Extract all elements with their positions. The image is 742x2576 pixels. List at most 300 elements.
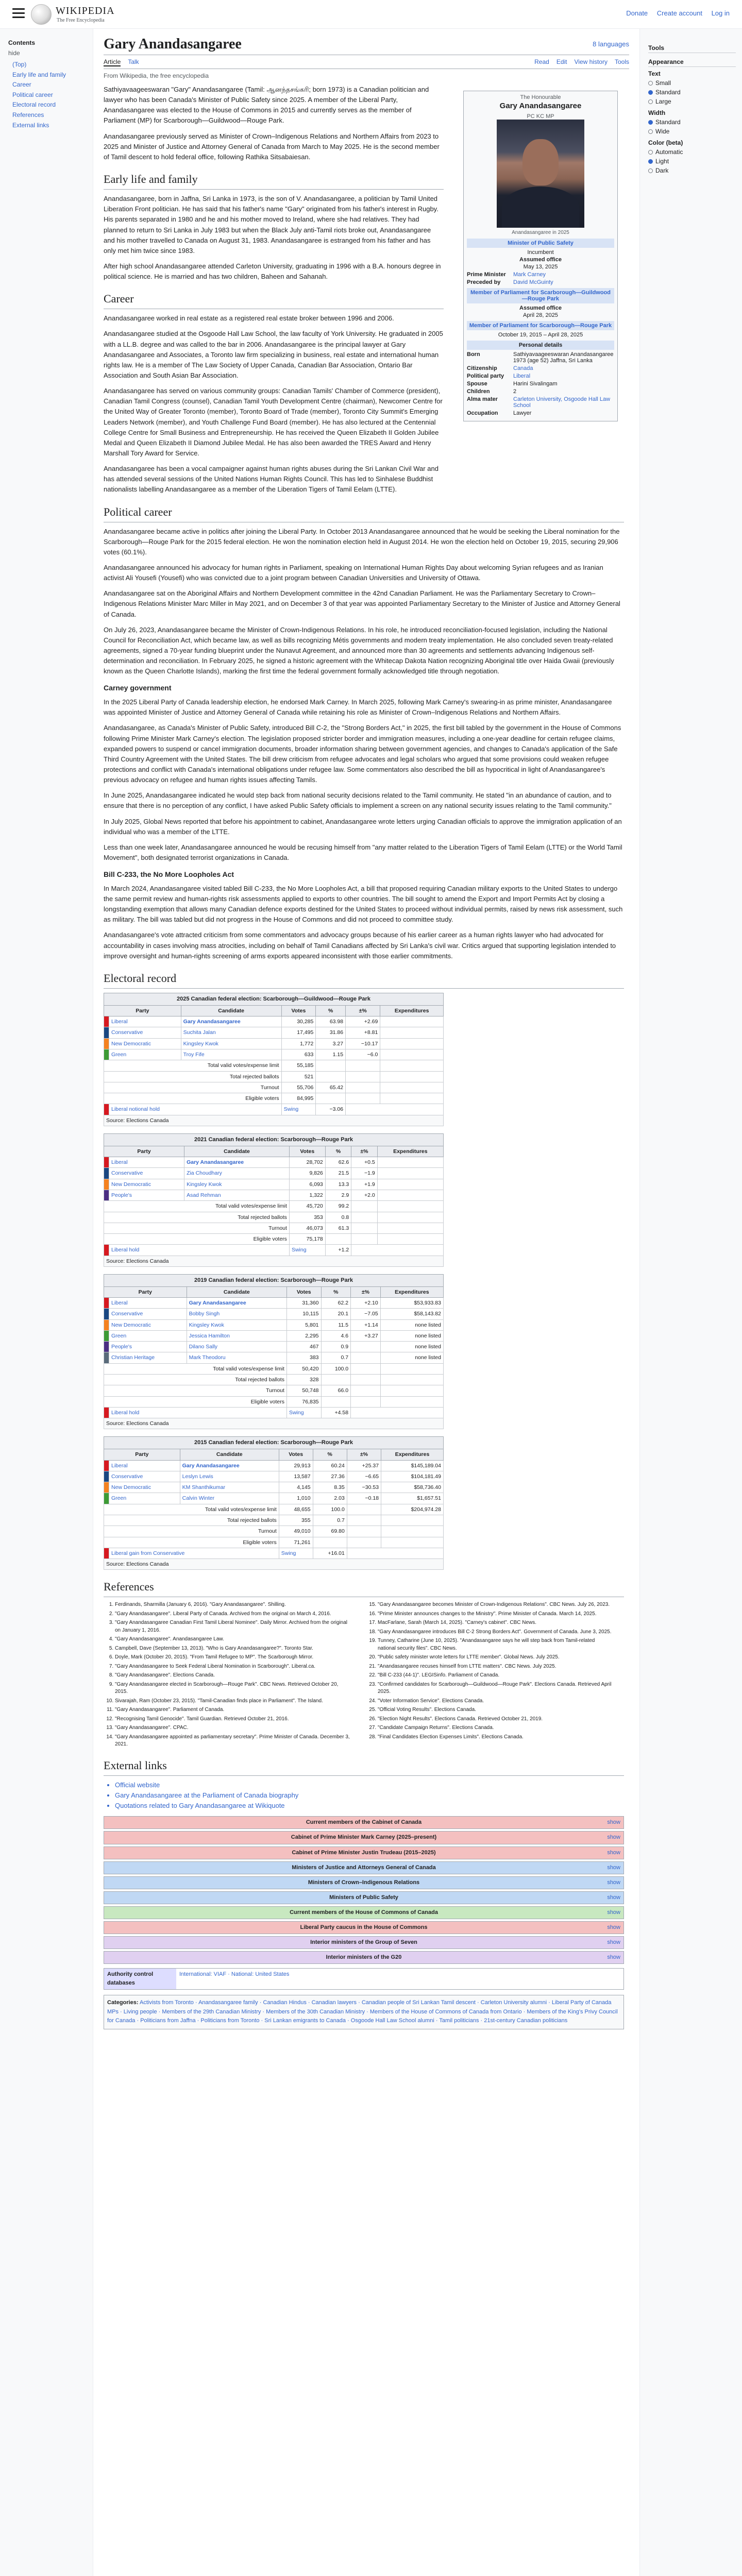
- party-cell[interactable]: Liberal: [109, 1157, 184, 1168]
- tab-edit[interactable]: Edit: [556, 58, 567, 65]
- navbox-show-toggle[interactable]: show: [607, 1954, 620, 1960]
- expenditure-cell: none listed: [380, 1342, 443, 1352]
- reference-item[interactable]: 16. "Prime Minister announces changes to the Ministry". Prime Minister of Canada. March 14, 2025.: [378, 1611, 614, 1618]
- navbox-title-text[interactable]: Interior ministers of the G20: [326, 1954, 402, 1960]
- party-cell[interactable]: New Democratic: [109, 1038, 181, 1049]
- text-standard-radio[interactable]: [648, 89, 736, 96]
- summary-value: 100.0: [321, 1363, 351, 1374]
- create-account-link[interactable]: Create account: [656, 9, 702, 17]
- party-cell[interactable]: New Democratic: [109, 1179, 184, 1190]
- external-link[interactable]: • Quotations related to Gary Anandasangaree at Wikiquote: [115, 1801, 624, 1811]
- result-label[interactable]: Liberal hold: [109, 1407, 287, 1418]
- swing-value: +16.01: [313, 1548, 347, 1558]
- infobox-personal-header: Personal details: [467, 341, 614, 350]
- color-dark-radio[interactable]: [648, 167, 736, 174]
- infobox-office-2[interactable]: Member of Parliament for Scarborough—Guildwood—Rouge Park: [467, 288, 614, 303]
- paragraph: Anandasangaree became active in politics after joining the Liberal Party. In October 2013 Anandasangaree announced that he would be seeking the Liberal nomination for the Scarborough—Rouge Park for the 2015 federal election. He won the nomination election held in August 2014. He won the election held on October 19, 2015, securing 29,906 votes (60.1%).: [104, 527, 620, 556]
- reference-item[interactable]: 26. "Election Night Results". Elections Canada. Retrieved October 21, 2019.: [378, 1716, 614, 1723]
- result-row: [104, 1548, 444, 1558]
- party-color-swatch: [104, 1330, 109, 1341]
- navbox-show-toggle[interactable]: show: [607, 1834, 620, 1841]
- party-label: Political party: [467, 373, 504, 379]
- table-header-row: [104, 1286, 444, 1297]
- summary-value: [346, 1082, 380, 1093]
- candidate-cell[interactable]: Kingsley Kwok: [181, 1038, 281, 1049]
- result-row: [104, 1104, 444, 1115]
- expenditure-cell: $1,657.51: [381, 1493, 444, 1504]
- reference-item[interactable]: 17. MacFarlane, Sarah (March 14, 2025). "Carney's cabinet". CBC News.: [378, 1619, 614, 1627]
- login-link[interactable]: Log in: [711, 9, 730, 17]
- summary-row: [104, 1201, 444, 1212]
- candidate-cell[interactable]: Kingsley Kwok: [184, 1179, 290, 1190]
- empty-cell: [346, 1104, 444, 1115]
- expenditure-cell: none listed: [380, 1352, 443, 1363]
- election-table: [104, 993, 444, 1126]
- donate-link[interactable]: Donate: [626, 9, 648, 17]
- swing-label[interactable]: Swing: [286, 1407, 321, 1418]
- navbox: [104, 1921, 624, 1934]
- reference-item[interactable]: 2. "Gary Anandasangaree". Liberal Party of Canada. Archived from the original on March 4, 2016.: [115, 1611, 351, 1618]
- summary-row: [104, 1223, 444, 1233]
- change-cell: −6.0: [346, 1049, 380, 1060]
- candidate-cell[interactable]: Kingsley Kwok: [187, 1319, 286, 1330]
- tab-history[interactable]: View history: [574, 58, 608, 65]
- citizenship-label: Citizenship: [467, 365, 497, 371]
- infobox-assumed-label: Assumed office: [519, 257, 562, 263]
- toc-hide-button[interactable]: hide: [8, 49, 20, 57]
- navbox-show-toggle[interactable]: show: [607, 1879, 620, 1886]
- summary-value: 61.3: [325, 1223, 351, 1233]
- party-color-swatch: [104, 1407, 109, 1418]
- summary-value: [377, 1223, 443, 1233]
- party-color-swatch: [104, 1027, 109, 1038]
- party-value[interactable]: Liberal: [513, 373, 531, 379]
- party-cell[interactable]: Conservative: [109, 1309, 187, 1319]
- votes-cell: 31,360: [286, 1298, 321, 1309]
- text-size-label: Text: [648, 70, 661, 77]
- party-cell[interactable]: Conservative: [109, 1168, 184, 1179]
- summary-value: [313, 1537, 347, 1548]
- option-label: Large: [655, 98, 671, 105]
- summary-value: 100.0: [313, 1504, 347, 1515]
- votes-cell: 6,093: [289, 1179, 325, 1190]
- candidate-cell[interactable]: Suchita Jalan: [181, 1027, 281, 1038]
- party-cell[interactable]: Conservative: [109, 1471, 180, 1482]
- source-cell[interactable]: Source: Elections Canada: [104, 1115, 444, 1126]
- summary-row: [104, 1375, 444, 1385]
- preceded-value[interactable]: David McGuinty: [513, 279, 553, 285]
- wikipedia-logo-icon[interactable]: [31, 4, 52, 25]
- candidate-cell[interactable]: Gary Anandasangaree: [187, 1298, 286, 1309]
- paragraph: In July 2025, Global News reported that before his appointment to cabinet, Anandasangaree wrote letters urging Canadian officials to approve the immigration application of an individual who was a member of the LTTE.: [104, 817, 622, 836]
- paragraph: In the 2025 Liberal Party of Canada leadership election, he endorsed Mark Carney. In March 2025, following Mark Carney's swearing-in as prime minister, Anandasangaree was appointed Minister of Justice and Attorney General of Canada while retaining his role as Minister of Crown–Indigenous Relations and Northern Affairs.: [104, 698, 612, 717]
- summary-value: [381, 1526, 444, 1537]
- navbox-show-toggle[interactable]: show: [607, 1894, 620, 1901]
- infobox-row: [467, 279, 614, 285]
- color-light-radio[interactable]: [648, 158, 736, 165]
- appearance-panel: [648, 39, 736, 176]
- reference-item[interactable]: 14. "Gary Anandasangaree appointed as parliamentary secretary". Prime Minister of Canada. December 3, 2021.: [115, 1734, 351, 1749]
- percent-cell: 2.03: [313, 1493, 347, 1504]
- navbox-title[interactable]: [104, 1892, 623, 1904]
- summary-row: [104, 1234, 444, 1245]
- navbox-show-toggle[interactable]: show: [607, 1909, 620, 1916]
- percent-cell: 31.86: [316, 1027, 346, 1038]
- reference-item[interactable]: 6. Doyle, Mark (October 20, 2015). "From Tamil Refugee to MP". The Scarborough Mirror.: [115, 1654, 351, 1662]
- external-link[interactable]: • Gary Anandasangaree at the Parliament of Canada biography: [115, 1790, 624, 1801]
- party-color-swatch: [104, 1038, 109, 1049]
- reference-item[interactable]: 24. "Voter Information Service". Elections Canada.: [378, 1698, 614, 1705]
- table-row: [104, 1342, 444, 1352]
- heading-carney-government: Carney government: [104, 684, 172, 692]
- party-cell[interactable]: People's: [109, 1190, 184, 1200]
- party-cell[interactable]: Liberal: [109, 1460, 180, 1471]
- column-header: Party: [104, 1449, 180, 1460]
- table-header-row: [104, 1005, 444, 1016]
- color-automatic-radio[interactable]: [648, 148, 736, 156]
- navbox-title[interactable]: [104, 1877, 623, 1889]
- navbox-title[interactable]: [104, 1952, 623, 1963]
- party-cell[interactable]: New Democratic: [109, 1482, 180, 1493]
- reference-item[interactable]: 27. "Candidate Campaign Returns". Elections Canada.: [378, 1724, 614, 1732]
- summary-row: [104, 1212, 444, 1223]
- navbox-title-text[interactable]: Ministers of Justice and Attorneys General of Canada: [292, 1864, 436, 1871]
- navbox: [104, 1906, 624, 1919]
- width-wide-radio[interactable]: [648, 128, 736, 135]
- navbox-title[interactable]: [104, 1862, 623, 1874]
- party-cell[interactable]: Conservative: [109, 1027, 181, 1038]
- reference-item[interactable]: 9. "Gary Anandasangaree elected in Scarborough—Rouge Park". CBC News. Retrieved October 20, 2015.: [115, 1681, 351, 1696]
- infobox-term-3: October 19, 2015 – April 28, 2025: [498, 332, 583, 338]
- summary-value: [316, 1060, 346, 1071]
- infobox-office-1[interactable]: Minister of Public Safety: [467, 239, 614, 248]
- summary-value: 69.80: [313, 1526, 347, 1537]
- reference-item[interactable]: 19. Tunney, Catharine (June 10, 2025). "Anandasangaree says he will step back from Tamil-related national security files". CBC News.: [378, 1637, 614, 1652]
- summary-value: [380, 1082, 444, 1093]
- column-header: Candidate: [181, 1005, 281, 1016]
- party-color-swatch: [104, 1471, 109, 1482]
- party-color-swatch: [104, 1298, 109, 1309]
- source-cell[interactable]: Source: Elections Canada: [104, 1418, 444, 1429]
- percent-cell: 4.6: [321, 1330, 351, 1341]
- reference-item[interactable]: 10. Sivarajah, Ram (October 23, 2015). "Tamil-Canadian finds place in Parliament". The Island.: [115, 1698, 351, 1705]
- navbox-show-toggle[interactable]: show: [607, 1819, 620, 1826]
- categories-list[interactable]: Activists from Toronto · Anandasangaree family · Canadian Hindus · Canadian lawyers · Canadian people of Sri Lankan Tamil descent · Carleton University alumni · Liberal Party of Canada MPs · Living people · Members of the 29th Canadian Ministry · Members of the 30th Canadian Ministry · Members of the House of Commons of Canada from Ontario · Members of the King's Privy Council for Canada · Politicians from Jaffna · Politicians from Toronto · Sri Lankan emigrants to Canada · Osgoode Hall Law School alumni · Tamil politicians · 21st-century Canadian politicians: [107, 1999, 618, 2024]
- reference-item[interactable]: 15. "Gary Anandasangaree becomes Minister of Crown-Indigenous Relations". CBC News. July 26, 2023.: [378, 1601, 614, 1609]
- change-cell: −10.17: [346, 1038, 380, 1049]
- summary-value: [325, 1234, 351, 1245]
- column-header: Expenditures: [377, 1146, 443, 1157]
- votes-cell: 10,115: [286, 1309, 321, 1319]
- navbox-title-text[interactable]: Liberal Party caucus in the House of Commons: [300, 1924, 428, 1930]
- toc-item[interactable]: Electoral record: [12, 101, 56, 109]
- toc-item[interactable]: Political career: [12, 91, 53, 98]
- language-button[interactable]: 8 languages: [593, 40, 629, 48]
- party-cell[interactable]: People's: [109, 1342, 187, 1352]
- swing-value: +4.58: [321, 1407, 351, 1418]
- candidate-cell[interactable]: Calvin Winter: [180, 1493, 279, 1504]
- summary-value: [351, 1363, 381, 1374]
- expenditure-cell: [380, 1049, 444, 1060]
- table-row: [104, 1016, 444, 1027]
- navbox-show-toggle[interactable]: show: [607, 1849, 620, 1856]
- table-row: [104, 1190, 444, 1200]
- reference-item[interactable]: 1. Ferdinands, Sharmilla (January 6, 2016). "Gary Anandasangaree". Shilling.: [115, 1601, 351, 1609]
- navbox-title[interactable]: [104, 1847, 623, 1859]
- summary-value: 75,178: [289, 1234, 325, 1245]
- votes-cell: 5,801: [286, 1319, 321, 1330]
- summary-label: Turnout: [104, 1082, 282, 1093]
- summary-value: [351, 1201, 377, 1212]
- navbox: [104, 1816, 624, 1829]
- source-row: [104, 1256, 444, 1266]
- text-small-radio[interactable]: [648, 79, 736, 87]
- toc-item[interactable]: References: [12, 111, 44, 118]
- infobox-row: [467, 373, 614, 379]
- summary-value: 49,010: [279, 1526, 313, 1537]
- election-caption[interactable]: 2025 Canadian federal election: Scarborough—Guildwood—Rouge Park: [104, 993, 444, 1005]
- page-title: Gary Anandasangaree: [104, 36, 629, 55]
- summary-value: 0.7: [313, 1515, 347, 1526]
- text-large-radio[interactable]: [648, 98, 736, 105]
- authority-value[interactable]: International: VIAF · National: United States: [179, 1971, 290, 1977]
- paragraph: Anandasangaree worked in real estate as a registered real estate broker between 1996 and 2006.: [104, 314, 394, 323]
- party-color-swatch: [104, 1493, 109, 1504]
- table-row: [104, 1309, 444, 1319]
- party-cell[interactable]: Christian Heritage: [109, 1352, 187, 1363]
- paragraph: Anandasangaree has served on various community groups: Canadian Tamils' Chamber of Commerce (president), Canadian Tamil Congress (counsel), Canadian Tamil Youth Development Centre (chairman), Newcomer Centre for the United Way of Greater Toronto (member), Toronto Board of Trade (member), Toronto City Summit's Emerging Leaders Network (member), and Youth Challenge Fund Board (member). He has also lectured at the Centennial College Centre for Small Business and Entrepreneurship. He has received the Queen Elizabeth II Golden Jubilee Medal and Queen Elizabeth II Diamond Jubilee Medal. He has also been awarded the TRES Award and Henry Marshall Tory Award for Service.: [104, 387, 443, 457]
- navbox-title-text[interactable]: Interior ministers of the Group of Seven: [310, 1939, 417, 1945]
- result-label[interactable]: Liberal gain from Conservative: [109, 1548, 279, 1558]
- infobox-assumed-date: May 13, 2025: [523, 264, 558, 270]
- reference-item[interactable]: 7. "Gary Anandasangaree to Seek Federal Liberal Nomination in Scarborough". Liberal.ca.: [115, 1663, 351, 1671]
- candidate-cell[interactable]: Asad Rehman: [184, 1190, 290, 1200]
- swing-label[interactable]: Swing: [281, 1104, 316, 1115]
- expenditure-cell: [377, 1190, 443, 1200]
- column-header: ±%: [346, 1005, 380, 1016]
- summary-row: [104, 1537, 444, 1548]
- election-caption[interactable]: 2021 Canadian federal election: Scarborough—Rouge Park: [104, 1133, 444, 1146]
- alma-value[interactable]: Carleton University, Osgoode Hall Law School: [513, 396, 611, 409]
- infobox-assumed-date-2: April 28, 2025: [523, 312, 558, 318]
- candidate-cell[interactable]: Jessica Hamilton: [187, 1330, 286, 1341]
- summary-label: Turnout: [104, 1526, 279, 1537]
- table-header-row: [104, 1449, 444, 1460]
- navbox-show-toggle[interactable]: show: [607, 1924, 620, 1930]
- party-cell[interactable]: Green: [109, 1493, 180, 1504]
- summary-value: [351, 1385, 381, 1396]
- reference-item[interactable]: 12. "Recognising Tamil Genocide". Tamil Guardian. Retrieved October 21, 2016.: [115, 1716, 351, 1723]
- infobox-row: [467, 410, 614, 416]
- expenditure-cell: [380, 1016, 444, 1027]
- percent-cell: 0.7: [321, 1352, 351, 1363]
- summary-value: [377, 1212, 443, 1223]
- percent-cell: 62.6: [325, 1157, 351, 1168]
- percent-cell: 21.5: [325, 1168, 351, 1179]
- votes-cell: 467: [286, 1342, 321, 1352]
- party-cell[interactable]: Green: [109, 1049, 181, 1060]
- party-cell[interactable]: New Democratic: [109, 1319, 187, 1330]
- external-link[interactable]: • Official website: [115, 1780, 624, 1790]
- navbox-title-text[interactable]: Ministers of Crown–Indigenous Relations: [308, 1879, 420, 1886]
- navbox-title-text[interactable]: Cabinet of Prime Minister Mark Carney (2025–present): [291, 1834, 437, 1841]
- percent-cell: 27.36: [313, 1471, 347, 1482]
- tab-tools[interactable]: Tools: [614, 58, 629, 65]
- result-label[interactable]: Liberal notional hold: [109, 1104, 282, 1115]
- navbox: [104, 1951, 624, 1964]
- main-menu-icon[interactable]: [12, 8, 25, 20]
- votes-cell: 28,702: [289, 1157, 325, 1168]
- occupation-value: Lawyer: [513, 410, 532, 416]
- summary-value: 71,261: [279, 1537, 313, 1548]
- navbox-title-text[interactable]: Cabinet of Prime Minister Justin Trudeau (2015–2025): [292, 1849, 436, 1856]
- percent-cell: 63.98: [316, 1016, 346, 1027]
- navbox-title-text[interactable]: Ministers of Public Safety: [329, 1894, 398, 1901]
- navbox-title[interactable]: [104, 1907, 623, 1919]
- result-label[interactable]: Liberal hold: [109, 1245, 290, 1256]
- infobox-name: Gary Anandasangaree: [499, 101, 582, 110]
- votes-cell: 30,285: [281, 1016, 316, 1027]
- tagline: The Free Encyclopedia: [57, 18, 105, 23]
- navbox-title[interactable]: [104, 1922, 623, 1934]
- result-row: [104, 1407, 444, 1418]
- navbox-title[interactable]: [104, 1937, 623, 1948]
- column-header: Votes: [289, 1146, 325, 1157]
- reference-item[interactable]: 21. "Anandasangaree recuses himself from LTTE matters". CBC News. July 2025.: [378, 1663, 614, 1671]
- candidate-cell[interactable]: Mark Theodoru: [187, 1352, 286, 1363]
- reference-item[interactable]: 22. "Bill C-233 (44-1)". LEGISinfo. Parliament of Canada.: [378, 1672, 614, 1680]
- categories-label[interactable]: Categories:: [107, 1999, 139, 2006]
- candidate-cell[interactable]: Gary Anandasangaree: [181, 1016, 281, 1027]
- change-cell: +25.37: [347, 1460, 381, 1471]
- source-cell[interactable]: Source: Elections Canada: [104, 1256, 444, 1266]
- portrait-photo[interactable]: [497, 120, 584, 228]
- swing-label[interactable]: Swing: [279, 1548, 313, 1558]
- reference-item[interactable]: 18. "Gary Anandasangaree introduces Bill C-2 Strong Borders Act". Government of Canada. June 3, 2025.: [378, 1629, 614, 1636]
- summary-value: [346, 1093, 380, 1104]
- toc-item[interactable]: (Top): [12, 61, 27, 68]
- summary-value: [380, 1385, 443, 1396]
- toc-item[interactable]: Career: [12, 81, 31, 89]
- column-header: Party: [104, 1286, 187, 1297]
- spouse-value: Harini Sivalingam: [513, 381, 558, 387]
- candidate-cell[interactable]: KM Shanthikumar: [180, 1482, 279, 1493]
- percent-cell: 60.24: [313, 1460, 347, 1471]
- candidate-cell[interactable]: Bobby Singh: [187, 1309, 286, 1319]
- swing-label[interactable]: Swing: [289, 1245, 325, 1256]
- reference-item[interactable]: 25. "Official Voting Results". Elections Canada.: [378, 1706, 614, 1714]
- reference-item[interactable]: 11. "Gary Anandasangaree". Parliament of Canada.: [115, 1706, 351, 1714]
- table-row: [104, 1168, 444, 1179]
- navbox: [104, 1936, 624, 1949]
- summary-value: [380, 1093, 444, 1104]
- heading-political-career: Political career: [104, 503, 624, 522]
- pm-value[interactable]: Mark Carney: [513, 272, 546, 278]
- reference-item[interactable]: 5. Campbell, Dave (September 13, 2013). "Who is Gary Anandasangaree?". Toronto Star.: [115, 1645, 351, 1653]
- election-caption[interactable]: 2019 Canadian federal election: Scarborough—Rouge Park: [104, 1274, 444, 1286]
- reference-list: [104, 1601, 614, 1749]
- summary-value: 46,073: [289, 1223, 325, 1233]
- column-header: Votes: [281, 1005, 316, 1016]
- change-cell: −30.53: [347, 1482, 381, 1493]
- reference-item[interactable]: 28. "Final Candidates Election Expenses Limits". Elections Canada.: [378, 1734, 614, 1741]
- article-body-wide: [104, 503, 624, 2029]
- swing-value: −3.06: [316, 1104, 346, 1115]
- expenditure-cell: [380, 1027, 444, 1038]
- reference-item[interactable]: 13. "Gary Anandasangaree". CPAC.: [115, 1724, 351, 1732]
- column-header: %: [321, 1286, 351, 1297]
- option-label: Wide: [655, 128, 670, 135]
- change-cell: +3.27: [351, 1330, 381, 1341]
- party-cell[interactable]: Liberal: [109, 1016, 181, 1027]
- navbox: [104, 1831, 624, 1844]
- summary-value: 76,835: [286, 1396, 321, 1407]
- candidate-cell[interactable]: Troy Fife: [181, 1049, 281, 1060]
- party-color-swatch: [104, 1190, 109, 1200]
- expenditure-cell: $58,143.82: [380, 1309, 443, 1319]
- navbox-show-toggle[interactable]: show: [607, 1864, 620, 1871]
- toc-item[interactable]: External links: [12, 121, 49, 129]
- candidate-cell[interactable]: Leslyn Lewis: [180, 1471, 279, 1482]
- summary-value: 55,185: [281, 1060, 316, 1071]
- table-row: [104, 1157, 444, 1168]
- column-header: Expenditures: [380, 1286, 443, 1297]
- table-row: [104, 1352, 444, 1363]
- reference-item[interactable]: 20. "Public safety minister wrote letters for LTTE member". Global News. July 2025.: [378, 1654, 614, 1662]
- navbox-show-toggle[interactable]: show: [607, 1939, 620, 1945]
- tab-article[interactable]: Article: [104, 58, 121, 65]
- toc-title: Contents: [8, 39, 35, 46]
- navbox-title-text[interactable]: Current members of the Cabinet of Canada: [306, 1819, 422, 1826]
- party-cell[interactable]: Green: [109, 1330, 187, 1341]
- summary-value: [380, 1363, 443, 1374]
- infobox-office-3[interactable]: Member of Parliament for Scarborough—Rouge Park: [467, 321, 614, 330]
- reference-item[interactable]: 23. "Confirmed candidates for Scarborough—Guildwood—Rouge Park". Elections Canada. Retrieved April 2025.: [378, 1681, 614, 1696]
- summary-label: Turnout: [104, 1385, 287, 1396]
- tab-talk[interactable]: Talk: [128, 58, 139, 65]
- tab-read[interactable]: Read: [534, 58, 549, 65]
- column-header: Candidate: [184, 1146, 290, 1157]
- page-tabs: [104, 58, 629, 69]
- summary-value: [321, 1375, 351, 1385]
- candidate-cell[interactable]: Gary Anandasangaree: [180, 1460, 279, 1471]
- heading-bill-c233: Bill C-233, the No More Loopholes Act: [104, 870, 234, 879]
- source-cell[interactable]: Source: Elections Canada: [104, 1559, 444, 1570]
- party-cell[interactable]: Liberal: [109, 1298, 187, 1309]
- toc-item[interactable]: Early life and family: [12, 71, 66, 78]
- summary-value: [316, 1071, 346, 1082]
- wordmark[interactable]: WIKIPEDIA: [56, 5, 115, 16]
- candidate-cell[interactable]: Gary Anandasangaree: [184, 1157, 290, 1168]
- width-standard-radio[interactable]: [648, 118, 736, 126]
- party-color-swatch: [104, 1319, 109, 1330]
- reference-item[interactable]: 3. "Gary Anandasangaree Canadian First Tamil Liberal Nominee". Daily Mirror. Archived from the original on January 1, 2016.: [115, 1619, 351, 1634]
- votes-cell: 1,772: [281, 1038, 316, 1049]
- citizenship-value[interactable]: Canada: [513, 365, 533, 371]
- appearance-title: Appearance: [648, 58, 736, 67]
- summary-value: 65.42: [316, 1082, 346, 1093]
- navbox-title-text[interactable]: Current members of the House of Commons of Canada: [290, 1909, 438, 1916]
- candidate-cell[interactable]: Dilano Sally: [187, 1342, 286, 1352]
- election-caption[interactable]: 2015 Canadian federal election: Scarborough—Rouge Park: [104, 1436, 444, 1449]
- navbox-title[interactable]: [104, 1832, 623, 1843]
- navbox-title[interactable]: [104, 1817, 623, 1828]
- reference-item[interactable]: 8. "Gary Anandasangaree". Elections Canada.: [115, 1672, 351, 1680]
- color-label: Color (beta): [648, 139, 683, 146]
- reference-item[interactable]: 4. "Gary Anandasangaree". Anandasangaree Law.: [115, 1636, 351, 1643]
- candidate-cell[interactable]: Zia Choudhary: [184, 1168, 290, 1179]
- summary-label: Eligible voters: [104, 1093, 282, 1104]
